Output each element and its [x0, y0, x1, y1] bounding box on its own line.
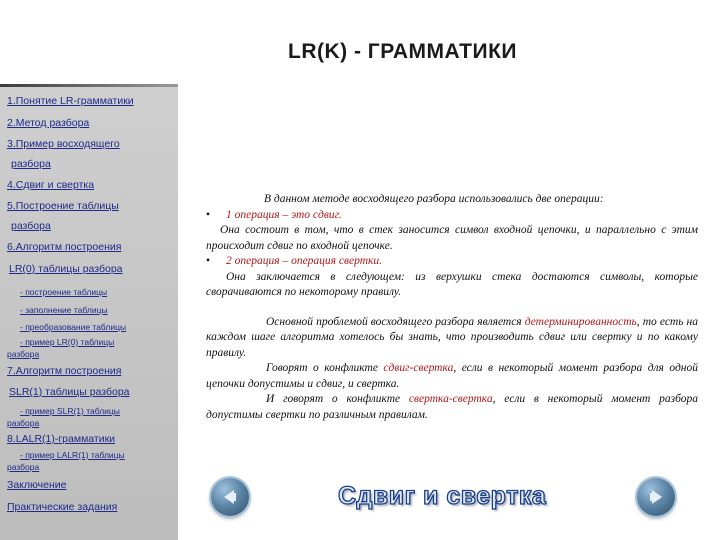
sidebar-item-lalr1-example-cont[interactable]: разбора: [7, 462, 40, 472]
sidebar-item-algorithm-lr0[interactable]: 6.Алгоритм построения: [7, 241, 122, 253]
sidebar-item-conclusion[interactable]: Заключение: [7, 479, 67, 491]
sidebar-item-slr1-example[interactable]: - пример SLR(1) таблицы: [20, 406, 120, 416]
sidebar-item-slr1-example-cont[interactable]: разбора: [7, 418, 40, 428]
sidebar-item-lr0-table[interactable]: LR(0) таблицы разбора: [9, 263, 123, 275]
sidebar-item-parse-method[interactable]: 2.Метод разбора: [7, 117, 90, 129]
next-slide-button[interactable]: [637, 478, 675, 516]
intro-text: В данном методе восходящего разбора использовались две операции:: [264, 193, 604, 205]
sidebar-item-lalr1-example[interactable]: - пример LALR(1) таблицы: [20, 450, 125, 460]
bullet-shift-text: Она состоит в том, что в стек заносится символ входной цепочки, и параллельно с этим происходит сдвиг по входной цепочке.: [206, 224, 698, 252]
sidebar-item-table-build[interactable]: 5.Построение таблицы: [7, 200, 119, 212]
sidebar-item-lr0-example[interactable]: - пример LR(0) таблицы: [20, 337, 115, 347]
sidebar-item-algorithm-slr1[interactable]: 7.Алгоритм построения: [7, 365, 122, 377]
prev-slide-button[interactable]: [211, 478, 249, 516]
sidebar-item-table-fill[interactable]: - заполнение таблицы: [20, 305, 108, 315]
bullet-dot-icon: •: [206, 255, 211, 267]
page-title: LR(K) - ГРАММАТИКИ: [288, 40, 517, 63]
sidebar-item-lalr1[interactable]: 8.LALR(1)-грамматики: [7, 433, 116, 445]
sidebar-item-shift-reduce[interactable]: 4.Сдвиг и свертка: [7, 179, 95, 191]
sidebar-item-slr1-table[interactable]: SLR(1) таблицы разбора: [9, 386, 130, 398]
sidebar: [0, 87, 178, 540]
sidebar-item-table-transform[interactable]: - преобразование таблицы: [20, 322, 127, 332]
highlight-determinism: детерминированность: [524, 315, 637, 328]
bullet-reduce-text: Она заключается в следующем: из верхушки стека достаются символы, которые сворачиваются по некоторому правилу.: [206, 270, 698, 298]
paragraph-reduce-reduce-conflict: И говорят о конфликте свертка-свертка, если в некоторый момент разбора допустимы свертки по различным правилам.: [206, 393, 698, 421]
bullet-shift: [206, 208, 698, 224]
sidebar-item-table-build-cont[interactable]: разбора: [11, 220, 51, 232]
bullet-shift-label: 1 операция – это сдвиг.: [226, 208, 342, 221]
highlight-shift-reduce: сдвиг-свертка: [383, 362, 454, 374]
next-arrow-icon: [637, 478, 675, 516]
highlight-reduce-reduce: свертка-свертка: [408, 393, 493, 405]
paragraph-shift-reduce-conflict: Говорят о конфликте сдвиг-свертка, если в некоторый момент разбора для одной цепочки допустимы и сдвиг, и свертка.: [206, 362, 698, 390]
slide-name: Сдвиг и свертка: [338, 482, 547, 510]
bullet-reduce: [206, 254, 698, 270]
sidebar-item-bottomup-example-cont[interactable]: разбора: [11, 158, 51, 170]
bullet-reduce-label: 2 операция – операция свертки.: [226, 255, 383, 267]
sidebar-item-lr0-example-cont[interactable]: разбора: [7, 349, 40, 359]
slide-content: [206, 192, 698, 423]
bullet-dot-icon: •: [206, 208, 211, 221]
prev-arrow-icon: [211, 478, 249, 516]
paragraph-determinism: Основной проблемой восходящего разбора является детерминированность, то есть на каждом шаге алгоритма хотелось бы знать, что производить сдвиг или свертку и по какому правилу.: [206, 315, 698, 359]
sidebar-item-bottomup-example[interactable]: 3.Пример восходящего: [7, 138, 120, 150]
sidebar-item-table-construct[interactable]: - построение таблицы: [20, 287, 108, 297]
sidebar-item-exercises[interactable]: Практические задания: [7, 501, 118, 513]
sidebar-item-lr-concept[interactable]: 1.Понятие LR-грамматики: [7, 95, 134, 107]
